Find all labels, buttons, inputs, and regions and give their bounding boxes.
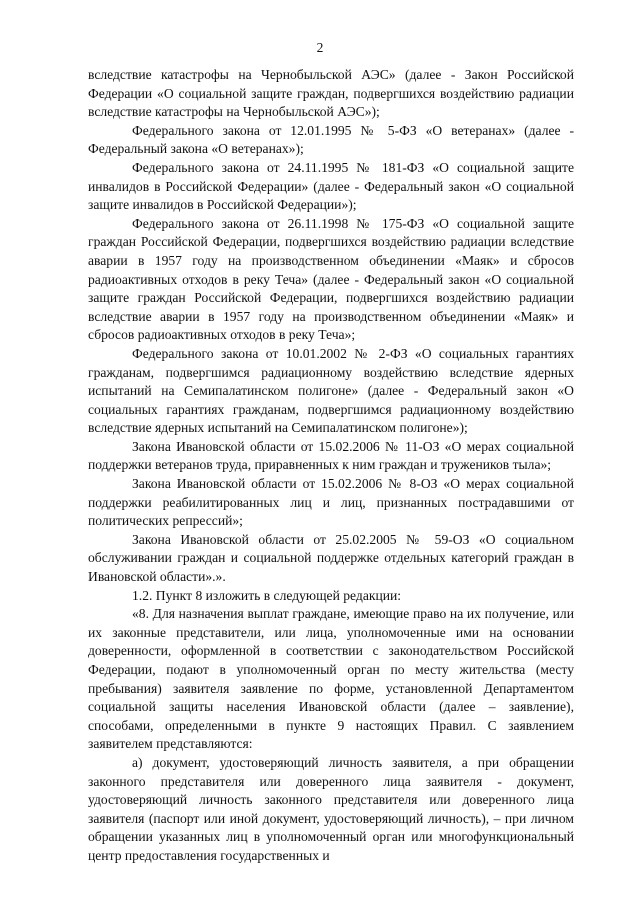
paragraph-9: 1.2. Пункт 8 изложить в следующей редакции: (132, 587, 402, 603)
paragraph-6: Закона Ивановской области от 15.02.2006 № 11-ОЗ «О мерах социальной поддержки ветеранов труда, приравненных к ним граждан и тружеников тыла»; (88, 438, 574, 473)
paragraph-10: «8. Для назначения выплат граждане, имеющие право на их получение, или их законные представители, или лица, уполномоченные ими на основании доверенности, оформленной в соответствии с законодательством Российской Федерации, подают в уполномоченный орган по месту жительства (месту пребывания) заявителя заявление по форме, установленной Департаментом социальной защиты населения Ивановской области (далее – заявление), способами, определенными в пункте 9 настоящих Правил. С заявлением заявителем представляются: (88, 606, 574, 752)
paragraph-4: Федерального закона от 26.11.1998 № 175-ФЗ «О социальной защите граждан Российской Федерации, подвергшихся воздействию радиации вследствие аварии в 1957 году на производственном объединении «Маяк» и сбросов радиоактивных отходов в реку Теча» (далее - Федеральный закон «О социальной защите граждан Российской Федерации, подвергшихся воздействию радиации вследствие аварии в 1957 году на производственном объединении «Маяк» и сбросов радиоактивных отходов в реку Теча»; (88, 215, 574, 343)
paragraph-7: Закона Ивановской области от 15.02.2006 № 8-ОЗ «О мерах социальной поддержки реабилитированных лиц и лиц, признанных пострадавшими от политических репрессий»; (88, 476, 574, 529)
document-body (88, 66, 574, 866)
paragraph-11: а) документ, удостоверяющий личность заявителя, а при обращении законного представителя или доверенного лица заявителя - документ, удостоверяющий личность законного представителя или доверенного лица заявителя (паспорт или иной документ, удостоверяющий личность), – при личном обращении указанных лиц в уполномоченный орган или многофункциональный центр предоставления государственных и (88, 754, 574, 863)
paragraph-3: Федерального закона от 24.11.1995 № 181-ФЗ «О социальной защите инвалидов в Российской Федерации» (далее - Федеральный закон «О социальной защите инвалидов в Российской Федерации»); (88, 159, 574, 213)
paragraph-2: Федерального закона от 12.01.1995 № 5-ФЗ «О ветеранах» (далее - Федеральный закона «О ветеранах»); (88, 122, 574, 157)
paragraph-5: Федерального закона от 10.01.2002 № 2-ФЗ «О социальных гарантиях гражданам, подвергшимся радиационному воздействию вследствие ядерных испытаний на Семипалатинском полигоне» (далее - Федеральный закон «О социальных гарантиях гражданам, подвергшимся радиационному воздействию вследствие ядерных испытаний на Семипалатинском полигоне»); (88, 345, 574, 436)
paragraph-8: Закона Ивановской области от 25.02.2005 № 59-ОЗ «О социальном обслуживании граждан и социальной поддержке отдельных категорий граждан в Ивановской области».». (88, 531, 574, 585)
paragraph-1: вследствие катастрофы на Чернобыльской АЭС» (далее - Закон Российской Федерации «О социальной защите граждан, подвергшихся воздействию радиации вследствие катастрофы на Чернобыльской АЭС»); (88, 67, 574, 120)
page-number: 2 (316, 40, 324, 55)
